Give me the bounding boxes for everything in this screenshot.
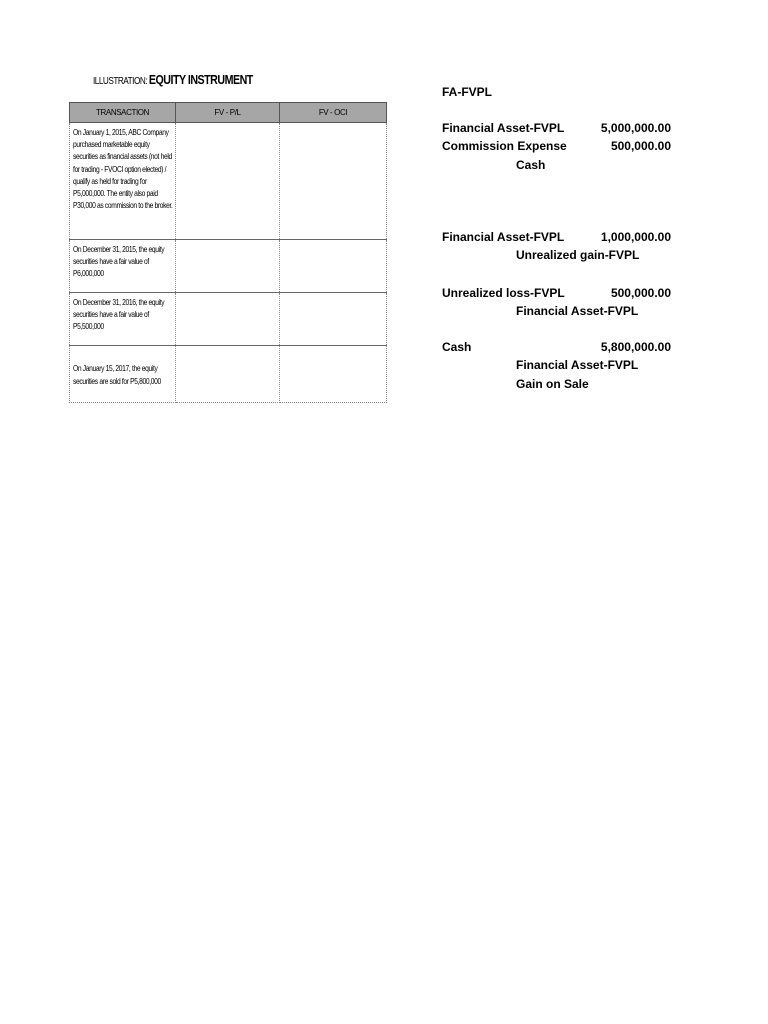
debit-account: Cash — [442, 340, 472, 354]
fv-oci-cell — [280, 123, 387, 240]
transaction-cell — [70, 293, 176, 346]
transaction-cell — [70, 346, 176, 403]
debit-account: Financial Asset-FVPL — [442, 121, 565, 135]
table-row — [70, 240, 387, 293]
debit-account: Unrealized loss-FVPL — [442, 286, 565, 300]
credit-account: Financial Asset-FVPL — [516, 358, 639, 372]
debit-amount: 5,000,000.00 — [600, 121, 671, 135]
fv-pl-cell — [176, 123, 280, 240]
transaction-text: On December 31, 2016, the equity securities have a fair value of P5,500,000 — [73, 297, 165, 332]
credit-account: Financial Asset-FVPL — [516, 304, 639, 318]
debit-account: Financial Asset-FVPL — [442, 230, 565, 244]
fv-oci-cell — [280, 240, 387, 293]
debit-amount: 1,000,000.00 — [600, 230, 671, 244]
illustration-prefix: ILLUSTRATION: — [93, 76, 148, 87]
table-row — [70, 346, 387, 403]
transaction-cell — [70, 123, 176, 240]
header-fv-oci: FV - OCI — [280, 103, 387, 123]
table-row — [70, 293, 387, 346]
fv-pl-cell — [176, 346, 280, 403]
fv-oci-cell — [280, 293, 387, 346]
debit-amount: 5,800,000.00 — [600, 340, 671, 354]
journal-title: FA-FVPL — [442, 85, 492, 99]
header-transaction: TRANSACTION — [70, 103, 176, 123]
debit-account: Commission Expense — [442, 139, 567, 153]
header-fv-pl: FV - P/L — [176, 103, 280, 123]
table-header-row — [70, 103, 387, 123]
transaction-table — [69, 102, 387, 403]
table-row — [70, 123, 387, 240]
transaction-text: On December 31, 2015, the equity securities have a fair value of P6,000,000 — [73, 244, 165, 279]
transaction-cell — [70, 240, 176, 293]
credit-account: Cash — [516, 158, 546, 172]
fv-pl-cell — [176, 240, 280, 293]
credit-account: Unrealized gain-FVPL — [516, 248, 640, 262]
credit-account: Gain on Sale — [516, 377, 589, 391]
fv-pl-cell — [176, 293, 280, 346]
illustration-title — [93, 72, 253, 87]
debit-amount: 500,000.00 — [610, 286, 671, 300]
transaction-text: On January 1, 2015, ABC Company purchased marketable equity securities as financial assets (not held for trading - FVOCI option elected) / qualify as held for trading for P5,000,000. The entity also paid P30,000 as commission to the broker. — [73, 127, 173, 211]
debit-amount: 500,000.00 — [610, 139, 671, 153]
transaction-text: On January 15, 2017, the equity securities are sold for P5,800,000 — [73, 363, 161, 386]
illustration-heading: EQUITY INSTRUMENT — [148, 72, 253, 87]
fv-oci-cell — [280, 346, 387, 403]
